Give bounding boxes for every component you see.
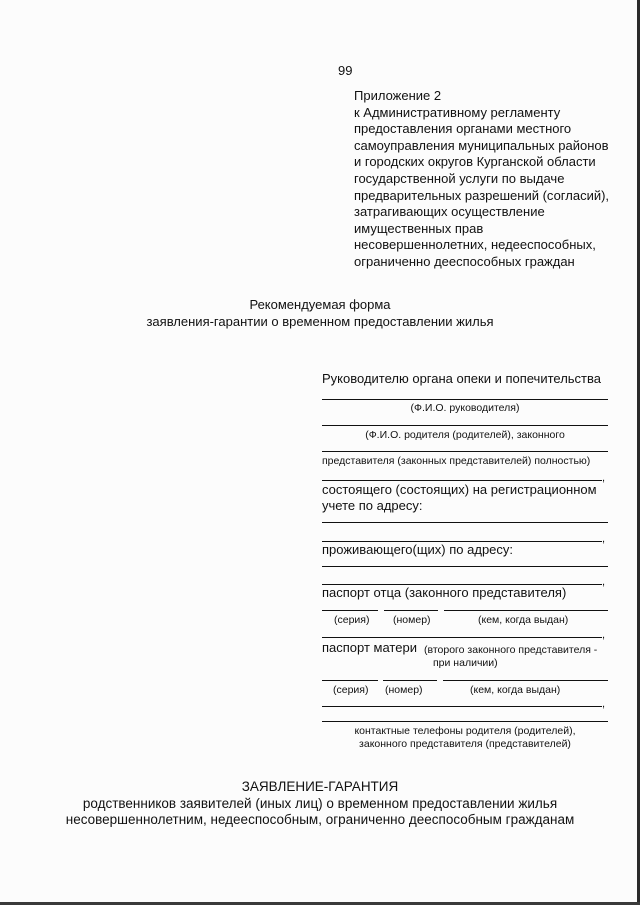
annex-line: государственной услуги по выдаче bbox=[354, 170, 565, 186]
father-number-line bbox=[384, 610, 438, 611]
parents-caption-2: представителя (законных представителей) полностью) bbox=[322, 455, 591, 467]
annex-line: предоставления органами местного bbox=[354, 121, 572, 137]
registered-label-1: состоящего (состоящих) на регистрационном bbox=[322, 482, 597, 497]
parents-fio-line bbox=[322, 425, 608, 426]
annex-line: и городских округов Курганской области bbox=[354, 154, 596, 170]
mother-passport-note-2: при наличии) bbox=[433, 657, 498, 669]
registered-address-line bbox=[322, 522, 608, 523]
comma: , bbox=[602, 472, 606, 484]
father-number-caption: (номер) bbox=[393, 614, 431, 626]
annex-line: к Административному регламенту bbox=[354, 104, 561, 120]
mother-passport-note-1: (второго законного представителя - bbox=[424, 644, 598, 656]
comma: , bbox=[602, 533, 606, 545]
phones-caption-2: законного представителя (представителей) bbox=[359, 738, 571, 750]
annex-line: Приложение 2 bbox=[354, 88, 442, 103]
father-passport-line-2 bbox=[322, 637, 602, 638]
statement-title: ЗАЯВЛЕНИЕ-ГАРАНТИЯ bbox=[241, 779, 399, 794]
page-number: 99 bbox=[338, 63, 353, 78]
recipient-heading: Руководителю органа опеки и попечительства bbox=[322, 371, 601, 386]
phones-line bbox=[322, 721, 608, 722]
father-issued-caption: (кем, когда выдан) bbox=[478, 614, 569, 626]
mother-passport-line-2 bbox=[322, 706, 602, 707]
father-issued-line bbox=[444, 610, 608, 611]
residing-label: проживающего(щих) по адресу: bbox=[322, 542, 514, 557]
mother-number-line bbox=[383, 680, 437, 681]
father-series-caption: (серия) bbox=[334, 614, 370, 626]
mother-series-caption: (серия) bbox=[333, 684, 369, 696]
recommended-form-label: Рекомендуемая форма bbox=[249, 297, 391, 312]
annex-line: предварительных разрешений (согласий), bbox=[354, 187, 610, 203]
parents-caption-1: (Ф.И.О. родителя (родителей), законного bbox=[365, 429, 565, 441]
mother-series-line bbox=[322, 680, 378, 681]
annex-line: самоуправления муниципальных районов bbox=[354, 137, 609, 153]
comma: , bbox=[602, 698, 606, 710]
recommended-form-subtitle: заявления-гарантии о временном предоставлении жилья bbox=[146, 314, 494, 329]
phones-caption-1: контактные телефоны родителя (родителей), bbox=[354, 725, 576, 737]
residing-address-line bbox=[322, 566, 608, 567]
mother-number-caption: (номер) bbox=[385, 684, 423, 696]
mother-issued-line bbox=[443, 680, 608, 681]
annex-line: имущественных прав bbox=[354, 220, 484, 236]
statement-subtitle-1: родственников заявителей (иных лиц) о временном предоставлении жилья bbox=[82, 796, 558, 811]
head-fio-line bbox=[322, 399, 608, 400]
mother-passport-label: паспорт матери bbox=[322, 640, 417, 655]
parents-fio-line-2 bbox=[322, 451, 608, 452]
mother-issued-caption: (кем, когда выдан) bbox=[470, 684, 561, 696]
comma: , bbox=[602, 629, 606, 641]
father-series-line bbox=[322, 610, 378, 611]
annex-line: ограниченно дееспособных граждан bbox=[354, 253, 575, 269]
comma: , bbox=[602, 576, 606, 588]
annex-block bbox=[354, 88, 624, 271]
registered-label-2: учете по адресу: bbox=[322, 498, 423, 513]
statement-subtitle-2: несовершеннолетним, недееспособным, ограниченно дееспособным гражданам bbox=[65, 812, 575, 827]
father-passport-label: паспорт отца (законного представителя) bbox=[322, 585, 567, 600]
annex-line: несовершеннолетних, недееспособных, bbox=[354, 237, 596, 253]
head-fio-caption: (Ф.И.О. руководителя) bbox=[410, 402, 520, 414]
parents-fio-line-3 bbox=[322, 480, 602, 481]
annex-line: затрагивающих осуществление bbox=[354, 204, 545, 220]
